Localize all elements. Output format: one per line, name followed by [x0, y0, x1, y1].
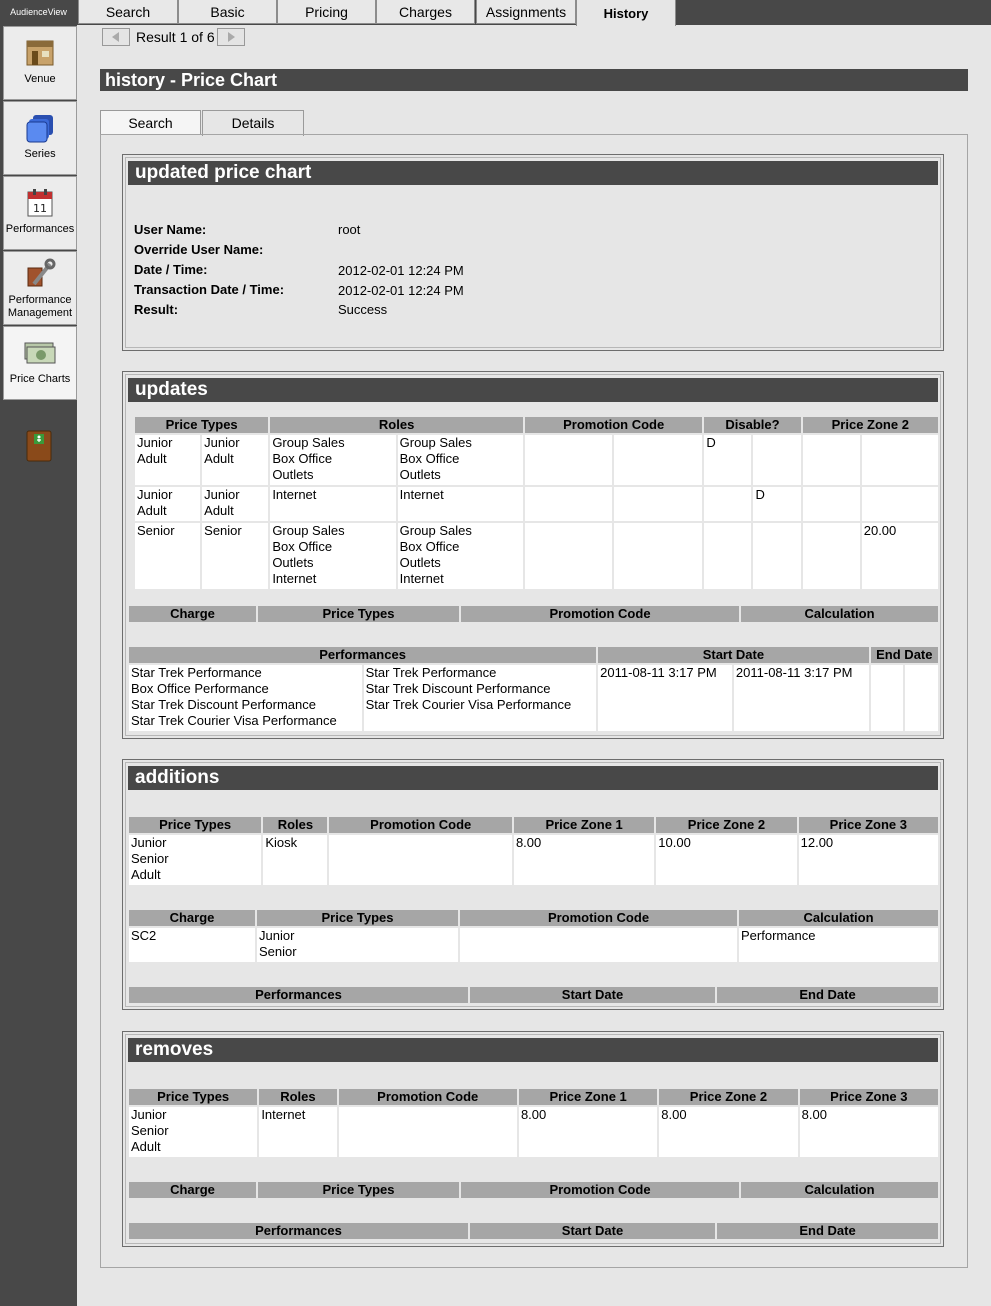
tab-search-sub[interactable]: Search	[100, 110, 201, 135]
table-cell	[339, 1107, 517, 1157]
table-cell: Junior Senior Adult	[129, 1107, 257, 1157]
table-cell: 2011-08-11 3:17 PM	[598, 665, 732, 731]
previous-result-button[interactable]	[102, 28, 130, 46]
money-icon	[23, 337, 57, 369]
column-header: Start Date	[470, 1223, 715, 1239]
table-cell	[803, 523, 860, 589]
next-result-button[interactable]	[217, 28, 245, 46]
additions-title: additions	[128, 766, 938, 790]
column-header: Performances	[129, 647, 596, 663]
table-cell	[460, 928, 737, 962]
table-row	[135, 435, 938, 485]
sidebar-item-label: Series	[24, 148, 56, 160]
sidebar-item-label: Management	[7, 307, 73, 319]
arrow-left-icon	[112, 32, 119, 42]
top-tab-bar	[77, 0, 991, 25]
field-value: root	[338, 222, 361, 237]
table-cell: Group Sales Box Office Outlets Internet	[270, 523, 395, 589]
exit-door-icon[interactable]	[26, 430, 52, 462]
table-row	[129, 835, 938, 885]
table-cell: Star Trek Performance Star Trek Discount Performance Star Trek Courier Visa Performance	[364, 665, 597, 731]
brand-label: AudienceView	[10, 7, 67, 17]
additions-price-table	[127, 815, 940, 887]
summary-title: updated price chart	[128, 161, 938, 185]
table-cell: Group Sales Box Office Outlets	[398, 435, 523, 485]
tools-icon	[24, 258, 56, 290]
tab-search[interactable]: Search	[78, 0, 178, 24]
column-header: Disable?	[704, 417, 800, 433]
table-cell: SC2	[129, 928, 255, 962]
field-value: 2012-02-01 12:24 PM	[338, 283, 464, 298]
column-header: End Date	[871, 647, 938, 663]
column-header: Start Date	[470, 987, 715, 1003]
column-header: Calculation	[741, 606, 938, 622]
tab-charges[interactable]: Charges	[376, 0, 475, 24]
table-cell: Senior	[135, 523, 200, 589]
additions-charge-table	[127, 908, 940, 964]
column-header: Promotion Code	[461, 606, 739, 622]
sidebar-item-price-charts[interactable]	[3, 326, 77, 400]
page-title: history - Price Chart	[100, 69, 968, 91]
calendar-icon	[24, 187, 56, 219]
column-header: Calculation	[739, 910, 938, 926]
table-cell: Junior Adult	[202, 487, 268, 521]
column-header: Promotion Code	[461, 1182, 739, 1198]
removes-price-table	[127, 1087, 940, 1159]
sidebar-item-performance-management[interactable]	[3, 251, 77, 325]
table-cell: Internet	[259, 1107, 336, 1157]
table-cell: Group Sales Box Office Outlets Internet	[398, 523, 523, 589]
column-header: Price Types	[135, 417, 268, 433]
column-header: Price Types	[258, 1182, 459, 1198]
table-cell: D	[704, 435, 751, 485]
sidebar-item-label: Venue	[24, 73, 56, 85]
field-label: Result:	[134, 302, 179, 317]
table-cell	[862, 487, 938, 521]
arrow-right-icon	[228, 32, 235, 42]
table-cell: 8.00	[800, 1107, 938, 1157]
column-header: Performances	[129, 987, 468, 1003]
table-cell	[803, 487, 860, 521]
additions-performance-table	[127, 985, 940, 1005]
column-header: Charge	[129, 1182, 256, 1198]
svg-text:11: 11	[33, 202, 47, 215]
table-cell: Group Sales Box Office Outlets	[270, 435, 395, 485]
table-cell	[753, 523, 800, 589]
table-cell	[862, 435, 938, 485]
removes-title: removes	[128, 1038, 938, 1062]
column-header: Price Types	[129, 1089, 257, 1105]
table-cell: Kiosk	[263, 835, 327, 885]
field-label: Date / Time:	[134, 262, 208, 277]
removes-charge-table	[127, 1180, 940, 1200]
column-header: Roles	[270, 417, 523, 433]
column-header: Roles	[259, 1089, 336, 1105]
table-cell: Junior Adult	[135, 487, 200, 521]
column-header: End Date	[717, 1223, 938, 1239]
table-cell: Internet	[398, 487, 523, 521]
column-header: Charge	[129, 606, 256, 622]
sidebar-item-label: Price Charts	[9, 373, 71, 385]
tab-basic[interactable]: Basic	[178, 0, 277, 24]
updates-title: updates	[128, 378, 938, 402]
table-row	[129, 665, 938, 731]
column-header: Promotion Code	[329, 817, 511, 833]
column-header: Start Date	[598, 647, 868, 663]
table-cell	[525, 435, 612, 485]
column-header: Price Types	[129, 817, 261, 833]
table-cell: Senior	[202, 523, 268, 589]
table-cell: 8.00	[519, 1107, 657, 1157]
table-cell: 8.00	[514, 835, 654, 885]
field-label: Transaction Date / Time:	[134, 282, 285, 297]
table-cell: 20.00	[862, 523, 938, 589]
table-cell: 2011-08-11 3:17 PM	[734, 665, 869, 731]
table-cell	[704, 523, 751, 589]
table-cell: Junior Senior	[257, 928, 458, 962]
column-header: Calculation	[741, 1182, 938, 1198]
column-header: Roles	[263, 817, 327, 833]
table-cell	[525, 487, 612, 521]
table-row	[135, 523, 938, 589]
column-header: Price Types	[258, 606, 459, 622]
sidebar-item-label: Performances	[5, 223, 75, 235]
table-cell: 10.00	[656, 835, 796, 885]
table-cell: D	[753, 487, 800, 521]
table-row	[135, 487, 938, 521]
table-row	[129, 1107, 938, 1157]
app-sidebar	[0, 0, 77, 1306]
table-cell: Internet	[270, 487, 395, 521]
column-header: Price Zone 1	[519, 1089, 657, 1105]
table-cell: Junior Adult	[202, 435, 268, 485]
tab-assignments[interactable]: Assignments	[476, 0, 576, 24]
column-header: Performances	[129, 1223, 468, 1239]
updates-performance-table	[127, 645, 940, 733]
sidebar-item-performances[interactable]	[3, 176, 77, 250]
field-value: Success	[338, 302, 388, 317]
sidebar-item-label: Performance	[8, 294, 72, 306]
field-value: 2012-02-01 12:24 PM	[338, 263, 464, 278]
field-label: User Name:	[134, 222, 207, 237]
table-cell: Star Trek Performance Box Office Performance Star Trek Discount Performance Star Trek Courier Visa Performance	[129, 665, 362, 731]
venue-icon	[24, 37, 56, 69]
table-cell: Junior Senior Adult	[129, 835, 261, 885]
table-cell	[753, 435, 800, 485]
column-header: Price Zone 1	[514, 817, 654, 833]
column-header: Promotion Code	[339, 1089, 517, 1105]
sidebar-item-venue[interactable]	[3, 26, 77, 100]
table-cell	[614, 435, 702, 485]
column-header: Price Zone 2	[656, 817, 796, 833]
table-row	[129, 928, 938, 962]
table-cell: Junior Adult	[135, 435, 200, 485]
updates-price-table	[133, 415, 940, 591]
table-cell	[803, 435, 860, 485]
table-cell	[905, 665, 938, 731]
updates-charge-table	[127, 604, 940, 624]
column-header: Charge	[129, 910, 255, 926]
column-header: Promotion Code	[525, 417, 702, 433]
column-header: Price Zone 2	[803, 417, 938, 433]
table-cell	[329, 835, 511, 885]
table-cell: Performance	[739, 928, 938, 962]
table-cell	[614, 487, 702, 521]
column-header: Price Types	[257, 910, 458, 926]
column-header: End Date	[717, 987, 938, 1003]
table-cell	[614, 523, 702, 589]
tab-pricing[interactable]: Pricing	[277, 0, 376, 24]
tab-details[interactable]: Details	[202, 110, 304, 136]
table-cell: 12.00	[799, 835, 938, 885]
column-header: Price Zone 3	[800, 1089, 938, 1105]
column-header: Promotion Code	[460, 910, 737, 926]
table-cell	[704, 487, 751, 521]
table-cell: 8.00	[659, 1107, 797, 1157]
result-count: Result 1 of 6	[136, 29, 215, 45]
removes-performance-table	[127, 1221, 940, 1241]
table-cell	[871, 665, 904, 731]
series-icon	[24, 112, 56, 144]
column-header: Price Zone 3	[799, 817, 938, 833]
table-cell	[525, 523, 612, 589]
sidebar-item-series[interactable]	[3, 101, 77, 175]
field-label: Override User Name:	[134, 242, 264, 257]
column-header: Price Zone 2	[659, 1089, 797, 1105]
tab-history[interactable]: History	[576, 0, 676, 26]
